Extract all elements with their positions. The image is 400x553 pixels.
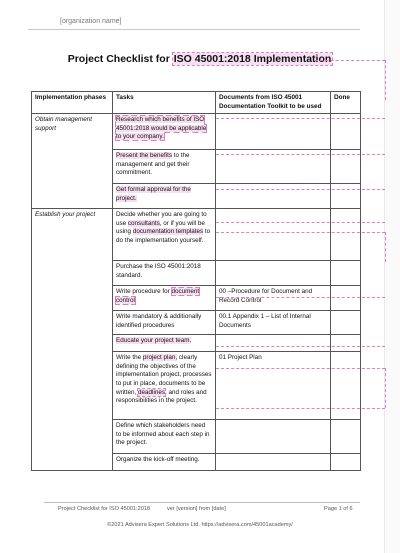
task-text: to do the implementation yourself.	[116, 228, 211, 244]
checklist-table	[31, 91, 361, 471]
highlighted-phrase[interactable]: Present the benefits	[116, 152, 173, 160]
comment-connector	[216, 232, 385, 233]
done-checkbox-cell[interactable]	[331, 184, 361, 209]
phase-cell: Obtain management support	[32, 114, 113, 209]
header-rule	[28, 29, 360, 30]
task-cell: Write mandatory & additionally identified procedures	[113, 311, 216, 335]
document-cell	[216, 114, 331, 150]
task-cell: Purchase the ISO 45001:2018 standard.	[113, 261, 216, 286]
comment-connector	[315, 60, 385, 61]
footer-copyright: ©2021 Advisera Expert Solutions Ltd. https://advisera.com/45001academy/	[107, 522, 293, 528]
highlighted-phrase[interactable]: document control	[116, 288, 200, 304]
task-text: Write the	[116, 354, 143, 362]
comment-connector	[385, 60, 386, 100]
done-checkbox-cell[interactable]	[331, 209, 361, 261]
highlighted-phrase[interactable]: documentation templates	[132, 228, 204, 236]
footer-center: ver [version] from [date]	[167, 506, 226, 512]
header-done: Done	[331, 92, 361, 114]
phase-cell: Establish your project	[32, 209, 113, 471]
highlighted-task[interactable]: Research which benefits of ISO 45001:2018 would be applicable to your company.	[116, 116, 207, 141]
document-cell	[216, 454, 331, 471]
header-tasks: Tasks	[113, 92, 216, 114]
table-row	[32, 114, 361, 150]
comment-connector	[216, 222, 385, 223]
footer-rule	[44, 502, 360, 503]
task-text: , and roles and responsibilities in the project.	[116, 388, 207, 405]
task-text: clearly defining the objectives of the implementation project, processes to put in place, documents to be written,	[116, 354, 212, 396]
done-checkbox-cell[interactable]	[331, 114, 361, 150]
comment-connector	[385, 368, 386, 408]
organization-name: [organization name]	[60, 18, 122, 25]
table-header-row	[32, 92, 361, 114]
done-checkbox-cell[interactable]	[331, 420, 361, 454]
task-text: , or if you will be using	[116, 219, 205, 236]
done-checkbox-cell[interactable]	[331, 286, 361, 311]
comment-connector	[216, 346, 385, 347]
task-text: to the management and get their commitment.	[116, 152, 190, 177]
title-highlight[interactable]: ISO 45001:2018 Implementation	[173, 53, 332, 65]
document-cell	[216, 420, 331, 454]
document-cell	[216, 335, 331, 352]
highlighted-phrase[interactable]: consultants	[127, 219, 160, 227]
task-cell	[113, 150, 216, 184]
done-checkbox-cell[interactable]	[331, 352, 361, 420]
document-cell	[216, 261, 331, 286]
task-text: Decide whether you are going to use	[116, 211, 207, 227]
done-checkbox-cell[interactable]	[331, 335, 361, 352]
task-cell	[113, 209, 216, 261]
comment-margin	[384, 0, 400, 553]
comment-connector	[216, 154, 385, 155]
highlighted-task[interactable]: Educate your project team.	[116, 337, 192, 345]
done-checkbox-cell[interactable]	[331, 261, 361, 286]
document-cell: 00 –Procedure for Document and Record Control	[216, 286, 331, 311]
table-row	[32, 209, 361, 261]
task-cell	[113, 114, 216, 150]
comment-connector	[216, 408, 385, 409]
task-cell	[113, 184, 216, 209]
done-checkbox-cell[interactable]	[331, 311, 361, 335]
task-cell	[113, 286, 216, 311]
document-cell: 01 Project Plan	[216, 352, 331, 420]
task-text: Write procedure for	[116, 288, 172, 296]
comment-connector	[216, 368, 385, 369]
highlighted-phrase[interactable]: project plan,	[142, 354, 178, 362]
document-cell	[216, 209, 331, 261]
done-checkbox-cell[interactable]	[331, 454, 361, 471]
highlighted-task[interactable]: Get formal approval for the project.	[116, 186, 191, 202]
comment-connector	[216, 297, 385, 298]
task-cell	[113, 352, 216, 420]
comment-connector	[385, 232, 386, 262]
comment-connector	[216, 189, 385, 190]
header-documents: Documents from ISO 45001 Documentation Toolkit to be used	[216, 92, 331, 114]
document-cell: 00.1 Appendix 1 – List of Internal Documents	[216, 311, 331, 335]
task-cell: Organize the kick-off meeting.	[113, 454, 216, 471]
page-title	[0, 53, 400, 65]
footer-left: Project Checklist for ISO 45001:2018	[58, 506, 151, 512]
task-cell: Define which stakeholders need to be informed about each step in the project.	[113, 420, 216, 454]
highlighted-phrase[interactable]: deadlines	[138, 388, 166, 396]
footer-page-number: Page 1 of 6	[324, 506, 353, 512]
task-cell	[113, 335, 216, 352]
title-prefix: Project Checklist for	[67, 53, 173, 65]
document-cell	[216, 184, 331, 209]
comment-connector	[216, 118, 385, 119]
header-phases: Implementation phases	[32, 92, 113, 114]
